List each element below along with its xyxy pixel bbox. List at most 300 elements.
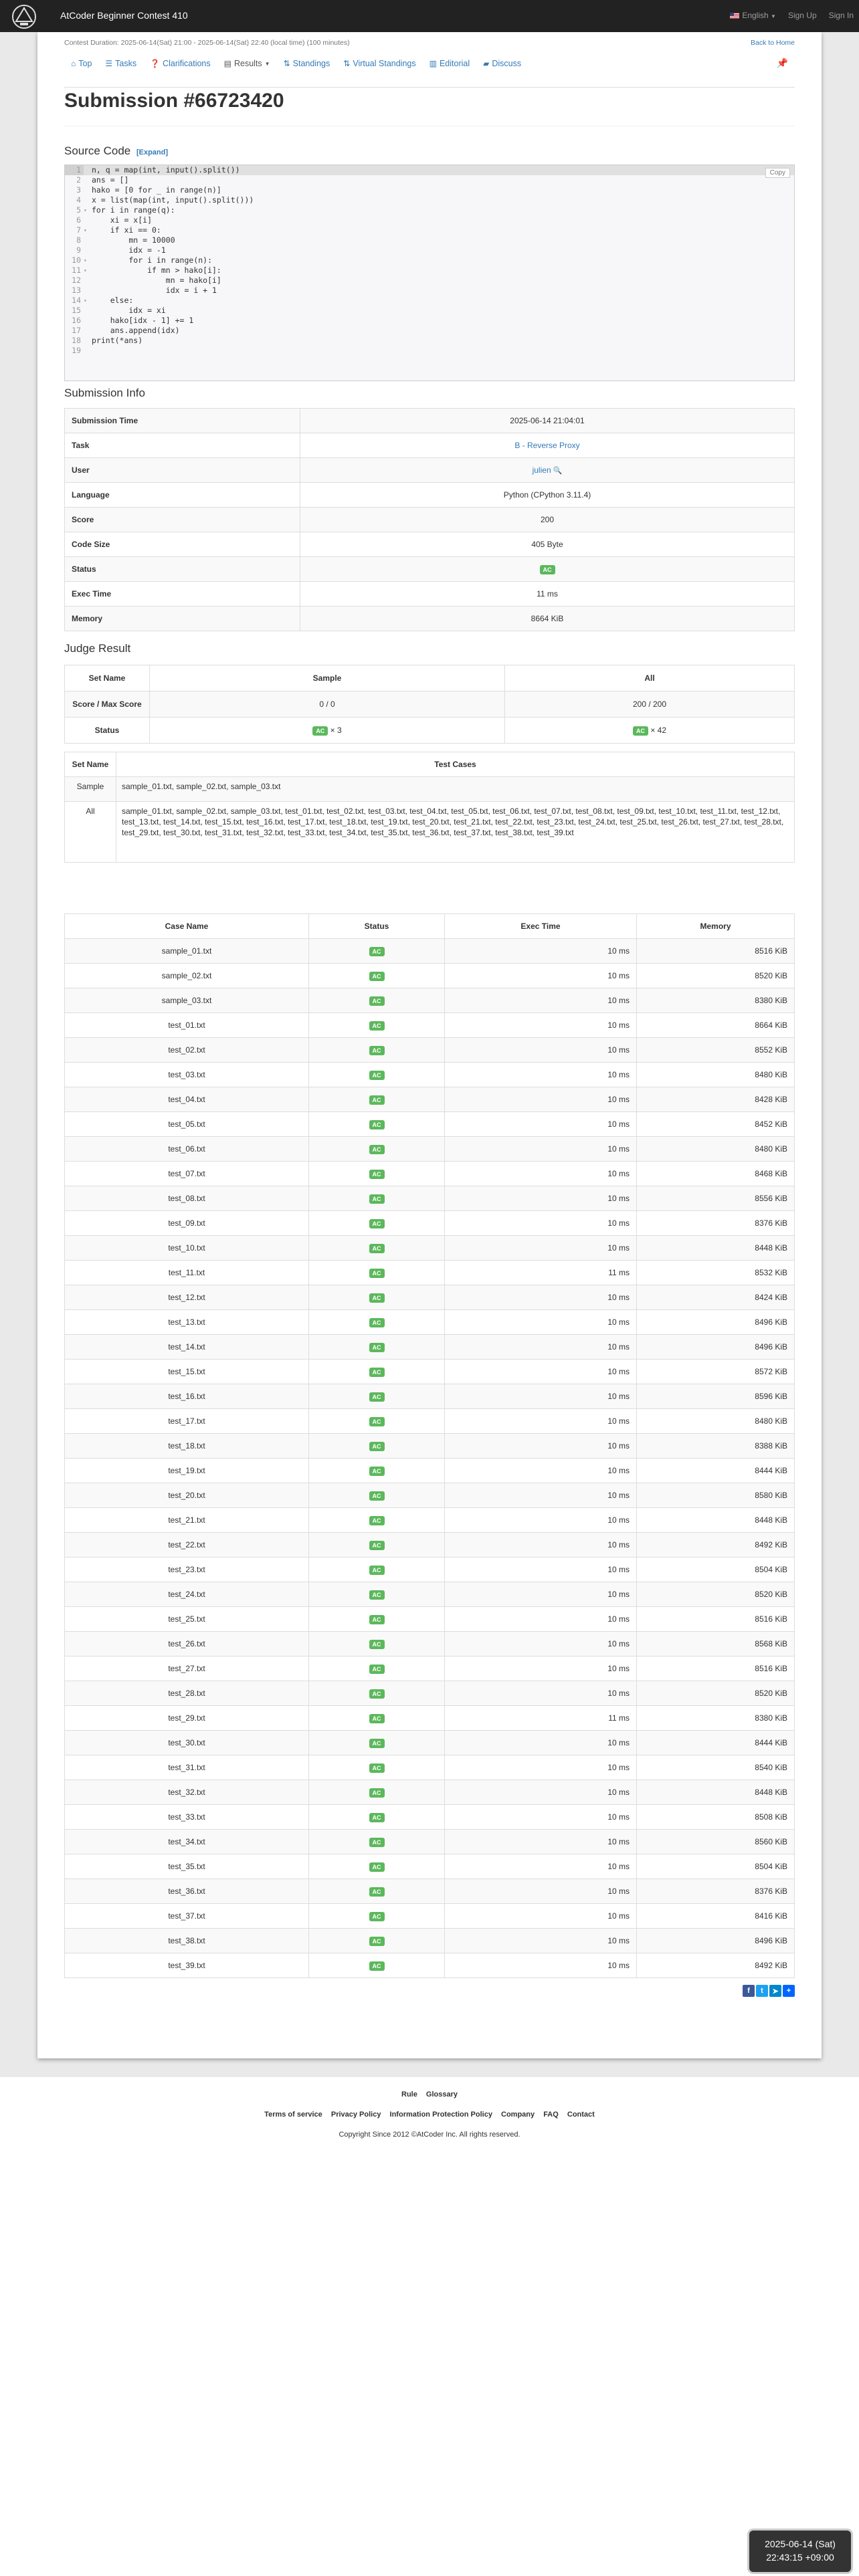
ac-badge: AC xyxy=(369,1912,385,1921)
memory-cell xyxy=(637,1038,795,1063)
exec-time: 10 ms xyxy=(607,1218,630,1228)
privacy-link[interactable]: Privacy Policy xyxy=(330,2111,381,2119)
status-cell xyxy=(309,1459,445,1483)
tab-top[interactable] xyxy=(64,55,98,72)
pin-icon[interactable]: 📌 xyxy=(776,58,788,68)
info-row xyxy=(65,557,795,582)
memory-cell xyxy=(637,1731,795,1755)
book-icon: ▥ xyxy=(429,59,437,68)
line-number: 19 xyxy=(72,346,81,355)
code-line xyxy=(65,185,794,195)
status-cell xyxy=(309,1780,445,1805)
info-key: Task xyxy=(65,433,300,458)
case-name-cell xyxy=(65,1904,309,1929)
code-text: ans.append(idx) xyxy=(92,326,180,335)
code-text: n, q = map(int, input().split()) xyxy=(92,165,240,175)
copy-button[interactable]: Copy xyxy=(765,168,790,178)
sign-up-link[interactable]: Sign Up xyxy=(787,11,817,20)
code-line xyxy=(65,276,794,286)
info-value xyxy=(300,508,795,532)
exec-time-cell xyxy=(445,1112,637,1137)
status-cell xyxy=(309,1632,445,1656)
case-name: test_10.txt xyxy=(168,1243,205,1253)
line-number: 14 xyxy=(72,296,81,305)
code-text: for i in range(q): xyxy=(92,205,175,215)
exec-time: 10 ms xyxy=(607,1911,630,1921)
exec-time: 11 ms xyxy=(608,1713,630,1723)
company-link[interactable]: Company xyxy=(501,2111,535,2119)
all-score: 200 / 200 xyxy=(505,691,795,718)
memory: 8560 KiB xyxy=(755,1837,787,1846)
tab-discuss-label: Discuss xyxy=(492,59,522,68)
tab-discuss[interactable] xyxy=(476,55,528,72)
fold-arrow-icon xyxy=(84,175,90,185)
judge-result-heading: Judge Result xyxy=(64,642,131,655)
ac-badge: AC xyxy=(369,1392,385,1402)
code-text: hako[idx - 1] += 1 xyxy=(92,316,194,325)
memory: 8448 KiB xyxy=(755,1788,787,1797)
code-text: ans = [] xyxy=(92,175,129,185)
telegram-share-icon[interactable]: ➤ xyxy=(769,1985,781,1997)
rule-link[interactable]: Rule xyxy=(401,2090,417,2099)
case-name-cell xyxy=(65,1360,309,1384)
atcoder-logo[interactable] xyxy=(7,3,41,31)
ac-badge: AC xyxy=(369,1318,385,1327)
ac-badge: AC xyxy=(369,1343,385,1352)
tab-standings[interactable] xyxy=(277,55,337,72)
info-row xyxy=(65,508,795,532)
table-row xyxy=(65,1656,795,1681)
exec-time-cell xyxy=(445,1434,637,1459)
memory: 8376 KiB xyxy=(755,1887,787,1896)
source-code-heading-text: Source Code xyxy=(64,144,131,157)
ac-badge: AC xyxy=(369,1640,385,1649)
exec-time: 10 ms xyxy=(607,1664,630,1673)
case-name-cell xyxy=(65,1656,309,1681)
case-name: test_09.txt xyxy=(168,1218,205,1228)
line-number: 3 xyxy=(76,185,81,195)
case-name-cell xyxy=(65,1112,309,1137)
code-line xyxy=(65,255,794,265)
ac-badge: AC xyxy=(369,1368,385,1377)
status-cell xyxy=(309,1162,445,1186)
faq-link[interactable]: FAQ xyxy=(543,2111,559,2119)
memory-cell xyxy=(637,1904,795,1929)
memory-cell xyxy=(637,1137,795,1162)
exec-time: 10 ms xyxy=(607,1812,630,1822)
case-name: sample_01.txt xyxy=(161,946,212,956)
exec-time: 10 ms xyxy=(607,1243,630,1253)
status-cell xyxy=(309,1236,445,1261)
case-name-cell xyxy=(65,1607,309,1632)
tab-tasks[interactable] xyxy=(98,55,143,72)
memory-cell xyxy=(637,1335,795,1360)
line-number: 6 xyxy=(76,215,81,225)
memory: 8596 KiB xyxy=(755,1392,787,1401)
status-cell xyxy=(309,1953,445,1978)
status-cell xyxy=(309,1434,445,1459)
exec-time-cell xyxy=(445,1780,637,1805)
exec-time: 10 ms xyxy=(607,1095,630,1104)
table-row xyxy=(65,1063,795,1087)
exec-time: 10 ms xyxy=(607,1515,630,1525)
exec-time: 10 ms xyxy=(607,1144,630,1154)
info-value xyxy=(300,532,795,557)
tab-results-label: Results xyxy=(233,59,262,68)
exec-time: 10 ms xyxy=(607,1466,630,1475)
exec-time: 10 ms xyxy=(607,1639,630,1648)
info-row xyxy=(65,458,795,483)
memory: 8580 KiB xyxy=(755,1491,787,1500)
ac-badge: AC xyxy=(369,1071,385,1080)
code-line xyxy=(65,165,794,175)
case-name-cell xyxy=(65,964,309,988)
case-name-cell xyxy=(65,1830,309,1854)
memory: 8520 KiB xyxy=(755,971,787,980)
exec-time: 10 ms xyxy=(607,946,630,956)
status-cell xyxy=(309,1681,445,1706)
table-row xyxy=(65,1112,795,1137)
ac-badge: AC xyxy=(369,1442,385,1451)
case-name: test_32.txt xyxy=(168,1788,205,1797)
code-line xyxy=(65,225,794,235)
contact-link[interactable]: Contact xyxy=(567,2111,595,2119)
exec-time: 10 ms xyxy=(607,1169,630,1178)
status-cell xyxy=(309,1607,445,1632)
table-row xyxy=(65,1483,795,1508)
exec-time-cell xyxy=(445,1656,637,1681)
twitter-share-icon[interactable]: t xyxy=(756,1985,768,1997)
contest-duration: Contest Duration: 2025-06-14(Sat) 21:00 - 2025-06-14(Sat) 22:40 (local time) (100 minutes) xyxy=(64,39,350,47)
contest-title-link[interactable]: AtCoder Beginner Contest 410 xyxy=(60,10,188,21)
tab-editorial-label: Editorial xyxy=(439,59,470,68)
memory: 8444 KiB xyxy=(755,1738,787,1747)
user-link[interactable]: julien xyxy=(532,465,551,475)
tab-results[interactable] xyxy=(217,55,277,72)
tab-virtual-standings[interactable] xyxy=(337,55,422,72)
memory: 8428 KiB xyxy=(755,1095,787,1104)
ac-badge: AC xyxy=(369,1120,385,1130)
case-name-cell xyxy=(65,1953,309,1978)
case-name-cell xyxy=(65,1261,309,1285)
caret-down-icon: ▼ xyxy=(264,60,270,67)
table-row xyxy=(65,1162,795,1186)
memory: 8532 KiB xyxy=(755,1268,787,1277)
memory: 8388 KiB xyxy=(755,1441,787,1451)
code-text: hako = [0 for _ in range(n)] xyxy=(92,185,221,195)
case-name: test_04.txt xyxy=(168,1095,205,1104)
question-icon: ❓ xyxy=(150,59,161,68)
line-number: 18 xyxy=(72,336,81,345)
case-name-cell xyxy=(65,1929,309,1953)
all-test-cases: sample_01.txt, sample_02.txt, sample_03.txt, test_01.txt, test_02.txt, test_03.txt, test_04.txt, test_05.txt, test_06.txt, test_07.txt, test_08.txt, test_09.txt, test_10.txt, test_11.txt, test_12.txt, test_13.txt, test_14.txt, test_15.txt, test_16.txt, test_17.txt, test_18.txt, test_19.txt, test_20.txt, test_21.txt, test_22.txt, test_23.txt, test_24.txt, test_25.txt, test_26.txt, test_27.txt, test_28.txt, test_29.txt, test_30.txt, test_31.txt, test_32.txt, test_33.txt, test_34.txt, test_35.txt, test_36.txt, test_37.txt, test_38.txt, test_39.txt xyxy=(116,802,795,863)
info-value xyxy=(300,483,795,508)
case-name-cell xyxy=(65,1038,309,1063)
status-cell xyxy=(309,1310,445,1335)
table-row xyxy=(65,1830,795,1854)
test-cases-table xyxy=(64,914,795,1978)
memory-cell xyxy=(637,1780,795,1805)
ac-badge: AC xyxy=(369,1566,385,1575)
ac-badge: AC xyxy=(369,1937,385,1946)
sample-test-cases: sample_01.txt, sample_02.txt, sample_03.txt xyxy=(116,777,795,802)
info-value-text: 11 ms xyxy=(537,589,558,599)
code-line xyxy=(65,346,794,356)
memory: 8568 KiB xyxy=(755,1639,787,1648)
test-case-sets-table xyxy=(64,752,795,863)
code-line xyxy=(65,336,794,346)
exec-time: 10 ms xyxy=(607,971,630,980)
table-row xyxy=(65,1508,795,1533)
ac-badge: AC xyxy=(369,1269,385,1278)
set-name-all: All xyxy=(65,802,116,863)
status-cell xyxy=(309,1656,445,1681)
back-to-home-link[interactable]: Back to Home xyxy=(751,39,795,47)
comment-icon: ▰ xyxy=(483,59,490,68)
status-cell xyxy=(309,1582,445,1607)
exec-time-cell xyxy=(445,1632,637,1656)
ac-badge: AC xyxy=(633,726,648,736)
status-cell xyxy=(309,1929,445,1953)
table-row xyxy=(65,1236,795,1261)
info-value-text: 405 Byte xyxy=(531,540,563,549)
memory: 8468 KiB xyxy=(755,1169,787,1178)
judge-result-table xyxy=(64,665,795,744)
memory: 8492 KiB xyxy=(755,1961,787,1970)
case-name: test_35.txt xyxy=(168,1862,205,1871)
case-name-cell xyxy=(65,1434,309,1459)
ac-badge: AC xyxy=(369,1862,385,1872)
line-number: 11 xyxy=(72,265,81,275)
code-line xyxy=(65,215,794,225)
line-number: 5 xyxy=(76,205,81,215)
code-text: xi = x[i] xyxy=(92,215,153,225)
table-row xyxy=(65,1731,795,1755)
status-cell xyxy=(309,939,445,964)
exec-time: 10 ms xyxy=(607,1317,630,1327)
memory: 8572 KiB xyxy=(755,1367,787,1376)
status-cell xyxy=(309,1013,445,1038)
table-row xyxy=(65,1854,795,1879)
row-score-label: Score / Max Score xyxy=(65,691,150,718)
ac-badge: AC xyxy=(369,1788,385,1798)
fold-arrow-icon xyxy=(84,276,90,286)
exec-time-cell xyxy=(445,1335,637,1360)
search-icon[interactable]: 🔍 xyxy=(551,467,563,475)
ac-badge: AC xyxy=(369,972,385,981)
memory-cell xyxy=(637,1558,795,1582)
case-name: test_20.txt xyxy=(168,1491,205,1500)
code-text: if xi == 0: xyxy=(92,225,161,235)
case-name: sample_03.txt xyxy=(161,996,212,1005)
exec-time: 10 ms xyxy=(607,1763,630,1772)
exec-time-cell xyxy=(445,1409,637,1434)
fold-arrow-icon xyxy=(84,195,90,205)
fold-arrow-icon xyxy=(84,185,90,195)
case-name-cell xyxy=(65,1558,309,1582)
tab-editorial[interactable] xyxy=(423,55,477,72)
exec-time: 10 ms xyxy=(607,1119,630,1129)
code-text xyxy=(90,346,92,356)
table-row xyxy=(65,1879,795,1904)
memory: 8504 KiB xyxy=(755,1565,787,1574)
status-cell xyxy=(309,1904,445,1929)
exec-time: 10 ms xyxy=(607,1416,630,1426)
memory-cell xyxy=(637,1360,795,1384)
all-status xyxy=(505,718,795,744)
status-cell xyxy=(309,1805,445,1830)
ac-badge: AC xyxy=(369,1095,385,1105)
table-row xyxy=(65,1582,795,1607)
case-name-cell xyxy=(65,1409,309,1434)
memory: 8480 KiB xyxy=(755,1416,787,1426)
status-cell xyxy=(309,1384,445,1409)
exec-time: 10 ms xyxy=(607,1565,630,1574)
sign-in-link[interactable]: Sign In xyxy=(828,11,854,20)
memory: 8496 KiB xyxy=(755,1317,787,1327)
code-line xyxy=(65,205,794,215)
glossary-link[interactable]: Glossary xyxy=(425,2090,458,2099)
ac-badge: AC xyxy=(540,565,555,574)
status-cell xyxy=(309,1409,445,1434)
table-row xyxy=(65,1780,795,1805)
tab-virtual-standings-label: Virtual Standings xyxy=(353,59,416,68)
column-header: Case Name xyxy=(65,914,309,939)
case-name-cell xyxy=(65,1459,309,1483)
ac-badge: AC xyxy=(369,1763,385,1773)
column-header: Memory xyxy=(637,914,795,939)
exec-time: 10 ms xyxy=(607,996,630,1005)
terms-link[interactable]: Terms of service xyxy=(264,2111,322,2119)
task-link[interactable]: B - Reverse Proxy xyxy=(514,441,580,450)
line-number: 10 xyxy=(72,255,81,265)
exec-time: 10 ms xyxy=(607,1614,630,1624)
exec-time: 10 ms xyxy=(607,1293,630,1302)
line-number: 16 xyxy=(72,316,81,325)
case-name: test_25.txt xyxy=(168,1614,205,1624)
memory: 8504 KiB xyxy=(755,1862,787,1871)
case-name-cell xyxy=(65,1335,309,1360)
code-line xyxy=(65,326,794,336)
facebook-share-icon[interactable]: f xyxy=(743,1985,755,1997)
code-text: idx = xi xyxy=(92,306,166,315)
language-selector[interactable] xyxy=(730,11,776,20)
table-row xyxy=(65,1953,795,1978)
exec-time: 10 ms xyxy=(607,1837,630,1846)
ac-badge: AC xyxy=(369,1689,385,1699)
info-key: Code Size xyxy=(65,532,300,557)
memory: 8520 KiB xyxy=(755,1590,787,1599)
case-name: test_28.txt xyxy=(168,1689,205,1698)
tab-clarifications[interactable] xyxy=(143,55,217,72)
case-name-cell xyxy=(65,1186,309,1211)
code-text: idx = -1 xyxy=(92,245,166,255)
ac-badge: AC xyxy=(369,1145,385,1154)
ac-badge: AC xyxy=(369,1467,385,1476)
case-name: test_19.txt xyxy=(168,1466,205,1475)
copyright: Copyright Since 2012 ©AtCoder Inc. All rights reserved. xyxy=(339,2131,520,2139)
case-name-cell xyxy=(65,1780,309,1805)
info-key: Language xyxy=(65,483,300,508)
fold-arrow-icon[interactable]: ▾ xyxy=(84,298,87,304)
sort-icon: ⇅ xyxy=(343,59,351,68)
case-name-cell xyxy=(65,1755,309,1780)
info-value xyxy=(300,409,795,433)
case-name-cell xyxy=(65,1162,309,1186)
table-row xyxy=(65,1285,795,1310)
caret-down-icon: ▼ xyxy=(771,13,776,19)
memory-cell xyxy=(637,1681,795,1706)
case-name-cell xyxy=(65,1013,309,1038)
info-protection-link[interactable]: Information Protection Policy xyxy=(389,2111,492,2119)
add-share-icon[interactable]: + xyxy=(783,1985,795,1997)
line-number: 12 xyxy=(72,276,81,285)
status-cell xyxy=(309,1112,445,1137)
memory-cell xyxy=(637,1285,795,1310)
case-name: test_31.txt xyxy=(168,1763,205,1772)
sample-score: 0 / 0 xyxy=(150,691,505,718)
case-name: test_05.txt xyxy=(168,1119,205,1129)
case-name-cell xyxy=(65,1211,309,1236)
status-cell xyxy=(309,1038,445,1063)
info-value xyxy=(300,607,795,631)
memory-cell xyxy=(637,1830,795,1854)
footer-links-row2 xyxy=(0,2111,859,2119)
case-name-cell xyxy=(65,1137,309,1162)
table-row xyxy=(65,1706,795,1731)
exec-time-cell xyxy=(445,1285,637,1310)
case-name-cell xyxy=(65,988,309,1013)
memory-cell xyxy=(637,1607,795,1632)
fold-arrow-icon[interactable]: ▾ xyxy=(84,227,87,233)
info-value-text: Python (CPython 3.11.4) xyxy=(503,490,591,500)
exec-time: 10 ms xyxy=(607,1491,630,1500)
table-row xyxy=(65,1929,795,1953)
memory: 8496 KiB xyxy=(755,1936,787,1945)
case-name-cell xyxy=(65,1063,309,1087)
exec-time-cell xyxy=(445,1805,637,1830)
exec-time-cell xyxy=(445,1137,637,1162)
line-number: 4 xyxy=(76,195,81,205)
source-code-block[interactable] xyxy=(64,165,795,381)
memory-cell xyxy=(637,1112,795,1137)
case-name: test_02.txt xyxy=(168,1045,205,1055)
line-number: 13 xyxy=(72,286,81,295)
memory-cell xyxy=(637,1087,795,1112)
memory-cell xyxy=(637,1384,795,1409)
case-name-cell xyxy=(65,1731,309,1755)
table-row xyxy=(65,1409,795,1434)
memory-cell xyxy=(637,1533,795,1558)
code-text: x = list(map(int, input().split())) xyxy=(92,195,254,205)
info-row xyxy=(65,433,795,458)
exec-time-cell xyxy=(445,988,637,1013)
memory-cell xyxy=(637,1236,795,1261)
fold-arrow-icon xyxy=(84,336,90,346)
memory-cell xyxy=(637,1483,795,1508)
fold-arrow-icon[interactable]: ▾ xyxy=(84,207,87,213)
ac-badge: AC xyxy=(369,1219,385,1228)
expand-link[interactable]: [Expand] xyxy=(136,148,169,156)
fold-arrow-icon[interactable]: ▾ xyxy=(84,267,87,274)
all-ac-count: × 42 xyxy=(650,725,667,735)
exec-time-cell xyxy=(445,1310,637,1335)
footer-links-row1 xyxy=(0,2090,859,2099)
fold-arrow-icon[interactable]: ▾ xyxy=(84,257,87,263)
exec-time: 10 ms xyxy=(607,1021,630,1030)
ac-badge: AC xyxy=(369,1170,385,1179)
info-value xyxy=(300,433,795,458)
